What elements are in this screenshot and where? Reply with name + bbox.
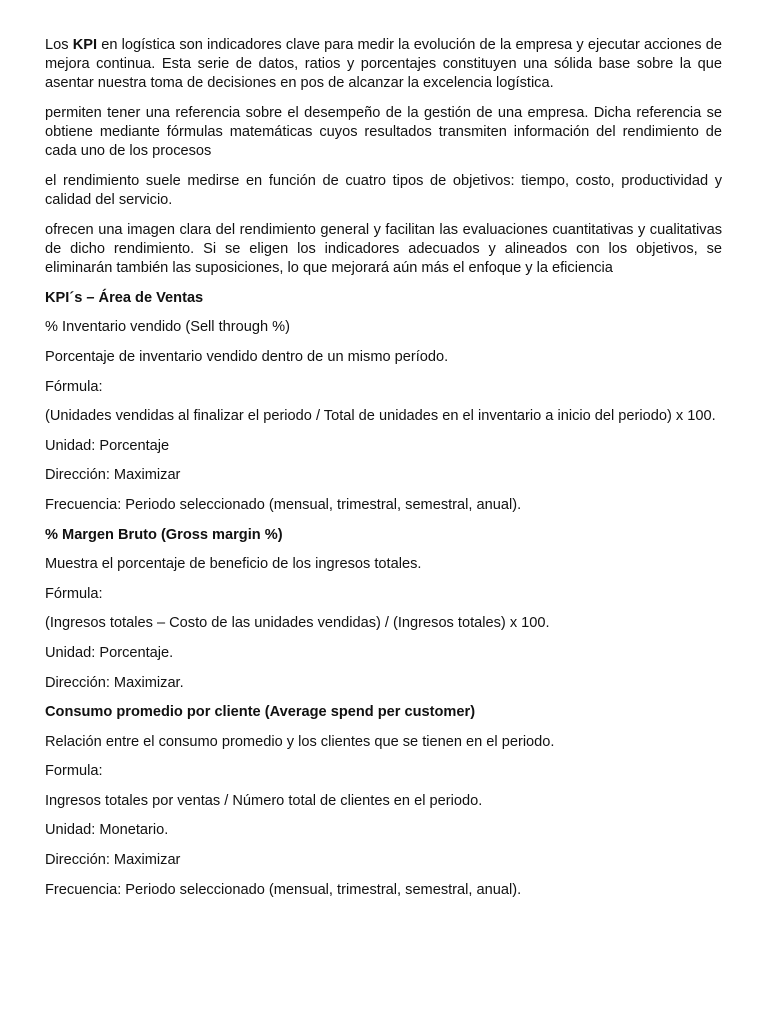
paragraph-reference: permiten tener una referencia sobre el desempeño de la gestión de una empresa. Dicha referencia se obtiene mediante fórmulas matemáticas cuyos resultados transmiten información del rendimiento de cada uno de los procesos [45,105,722,160]
kpi3-description: Relación entre el consumo promedio y los clientes que se tienen en el periodo. [45,733,555,750]
kpi2-direction: Dirección: Maximizar. [45,674,184,691]
intro-paragraph [45,36,722,94]
document-page [45,36,722,910]
intro-rest: en logística son indicadores clave para medir la evolución de la empresa y ejecutar acciones de mejora continua. Esta serie de datos, ratios y porcentajes constituyen una sólida base sobre la que asentar nuestra toma de decisiones en pos de alcanzar la excelencia logística. [45,37,723,92]
kpi1-formula-label: Fórmula: [45,378,103,395]
kpi1-description: Porcentaje de inventario vendido dentro de un mismo período. [45,348,449,365]
kpi1-title: % Inventario vendido (Sell through %) [45,319,290,336]
kpi3-formula: Ingresos totales por ventas / Número total de clientes en el periodo. [45,792,483,809]
kpi3-title: Consumo promedio por cliente (Average spend per customer) [45,704,476,721]
section-title: KPI´s – Área de Ventas [45,289,204,306]
kpi1-formula: (Unidades vendidas al finalizar el periodo / Total de unidades en el inventario a inicio del periodo) x 100. [45,408,716,425]
kpi1-frequency: Frecuencia: Periodo seleccionado (mensual, trimestral, semestral, anual). [45,496,522,513]
kpi2-formula-label: Fórmula: [45,585,103,602]
kpi1-direction: Dirección: Maximizar [45,467,181,484]
kpi3-frequency: Frecuencia: Periodo seleccionado (mensual, trimestral, semestral, anual). [45,881,522,898]
paragraph-image: ofrecen una imagen clara del rendimiento general y facilitan las evaluaciones cuantitativas y cualitativas de dicho rendimiento. Si se eligen los indicadores adecuados y alineados con los objetivos, se eliminarán también las suposiciones, lo que mejorará aún más el enfoque y la eficiencia [45,221,722,277]
intro-kpi-bold: KPI [72,37,98,53]
kpi2-unit: Unidad: Porcentaje. [45,644,174,661]
kpi3-direction: Dirección: Maximizar [45,852,181,869]
kpi1-unit: Unidad: Porcentaje [45,437,170,454]
kpi2-description: Muestra el porcentaje de beneficio de los ingresos totales. [45,556,422,573]
kpi3-formula-label: Formula: [45,763,103,780]
kpi2-title: % Margen Bruto (Gross margin %) [45,526,283,543]
kpi3-unit: Unidad: Monetario. [45,822,169,839]
paragraph-performance: el rendimiento suele medirse en función de cuatro tipos de objetivos: tiempo, costo, productividad y calidad del servicio. [45,173,722,209]
kpi2-formula: (Ingresos totales – Costo de las unidades vendidas) / (Ingresos totales) x 100. [45,615,550,632]
intro-prefix: Los [45,37,73,53]
